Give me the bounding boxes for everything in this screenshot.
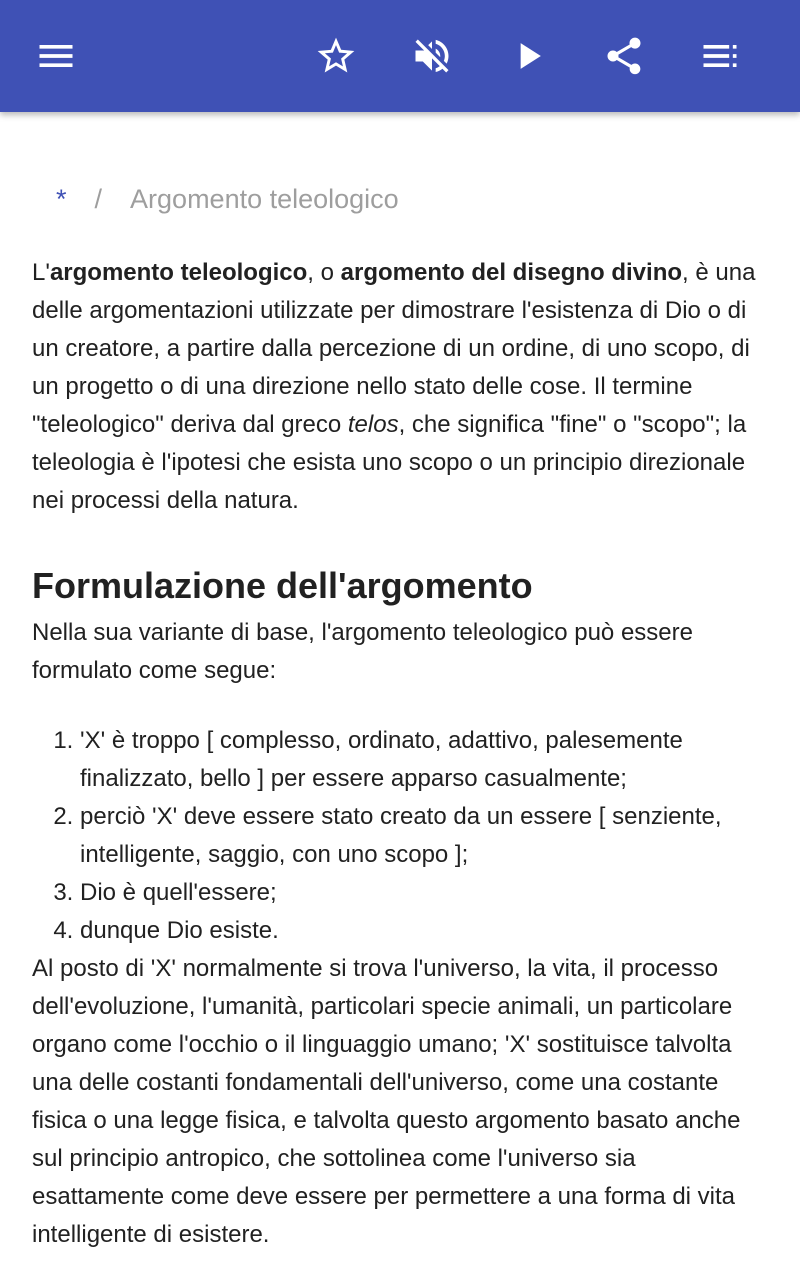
- section-lead: Nella sua variante di base, l'argomento teleologico può essere formulato come segue:: [32, 619, 693, 684]
- share-button[interactable]: [592, 24, 656, 88]
- play-button[interactable]: [496, 24, 560, 88]
- playlist-icon: [698, 34, 742, 78]
- list-item: 3. Dio è quell'essere;: [80, 874, 772, 912]
- share-icon: [602, 34, 646, 78]
- menu-icon: [34, 34, 78, 78]
- menu-button[interactable]: [24, 24, 88, 88]
- breadcrumb-separator: /: [94, 184, 103, 214]
- section-heading: Formulazione dell'argomento: [32, 565, 533, 606]
- list-item: 1. 'X' è troppo [ complesso, ordinato, adattivo, palesemente finalizzato, bello ] per essere apparso casualmente;: [80, 722, 772, 798]
- playlist-button[interactable]: [688, 24, 752, 88]
- breadcrumb: [56, 184, 399, 215]
- mute-button[interactable]: [400, 24, 464, 88]
- list-item: 2. perciò 'X' deve essere stato creato da un essere [ senziente, intelligente, saggio, con uno scopo ];: [80, 798, 772, 874]
- intro-paragraph: L'argomento teleologico, o argomento del disegno divino, è una delle argomentazioni utilizzate per dimostrare l'esistenza di Dio o di un creatore, a partire dalla percezione di un ordine, di uno scopo, di un progetto o di una direzione nello stato delle cose. Il termine "teleologico" deriva dal greco telos, che significa "fine" o "scopo"; la teleologia è l'ipotesi che esista uno scopo o un principio direzionale nei processi della natura.: [32, 259, 756, 514]
- favorite-button[interactable]: [304, 24, 368, 88]
- breadcrumb-current: Argomento teleologico: [130, 184, 399, 214]
- list-item: 4. dunque Dio esiste.: [80, 912, 772, 950]
- article-body: [32, 254, 772, 1254]
- argument-list: [32, 722, 772, 950]
- term-italic: telos: [347, 411, 399, 438]
- play-icon: [506, 34, 550, 78]
- app-bar: [0, 0, 800, 112]
- volume-off-icon: [410, 34, 454, 78]
- section-paragraph: Al posto di 'X' normalmente si trova l'universo, la vita, il processo dell'evoluzione, l'umanità, particolari specie animali, un particolare organo come l'occhio o il linguaggio umano; 'X' sostituisce talvolta una delle costanti fondamentali dell'universo, come una costante fisica o una legge fisica, e talvolta questo argomento basato anche sul principio antropico, che sottolinea come l'universo sia esattamente come deve essere per permettere a una forma di vita intelligente di esistere.: [32, 955, 741, 1248]
- term-bold: argomento teleologico: [49, 259, 308, 286]
- term-bold-alt: argomento del disegno divino: [340, 259, 683, 286]
- breadcrumb-home-link[interactable]: *: [56, 184, 67, 214]
- star-outline-icon: [314, 34, 358, 78]
